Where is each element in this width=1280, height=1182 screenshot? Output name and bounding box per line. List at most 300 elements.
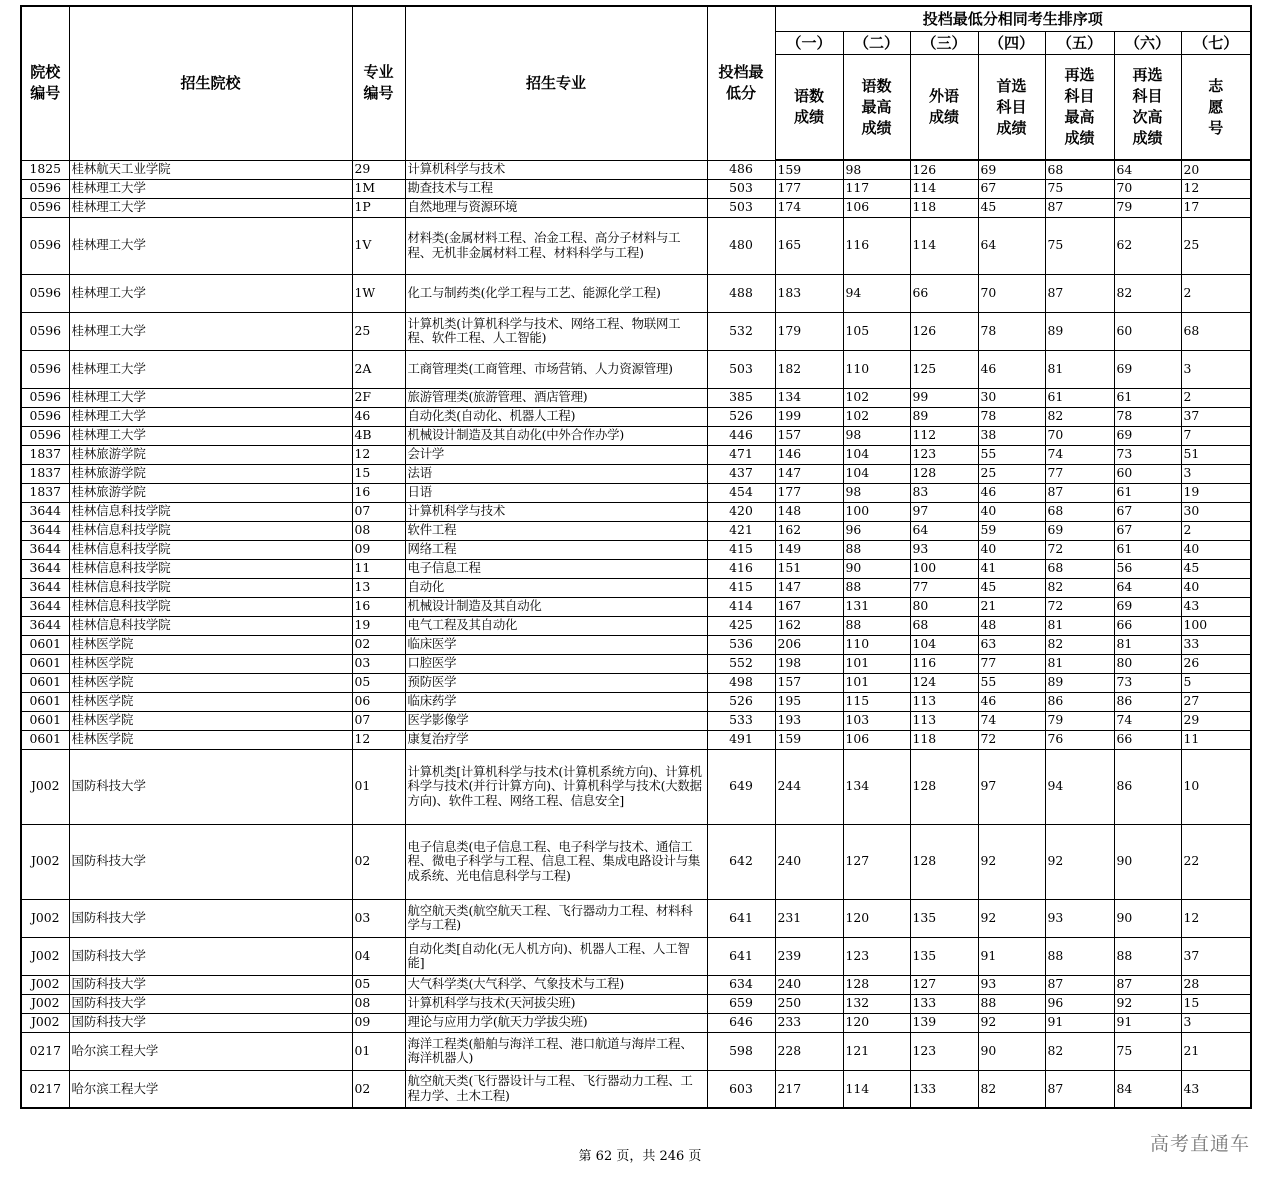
score-2: 134 [843, 749, 910, 824]
score-1: 195 [775, 692, 843, 711]
school-name: 桂林信息科技学院 [69, 502, 352, 521]
score-6: 61 [1114, 540, 1181, 559]
watermark-text: 高考直通车 [1149, 1133, 1250, 1155]
score-2: 110 [843, 635, 910, 654]
table-row [21, 994, 1251, 1013]
major-name: 计算机类[计算机科学与技术(计算机系统方向)、计算机科学与技术(并行计算方向)、计算机科学与技术(大数据方向)、软件工程、网络工程、信息安全] [405, 749, 707, 824]
min-score: 480 [707, 217, 775, 274]
major-name: 海洋工程类(船舶与海洋工程、港口航道与海岸工程、海洋机器人) [405, 1032, 707, 1070]
score-5: 93 [1045, 899, 1114, 937]
score-3: 113 [910, 711, 978, 730]
major-code: 02 [352, 824, 405, 899]
school-code: 3644 [21, 540, 69, 559]
score-1: 244 [775, 749, 843, 824]
page-footer: 第 62 页，共 246 页 [578, 1149, 702, 1164]
table-row [21, 673, 1251, 692]
min-score: 488 [707, 274, 775, 312]
score-3: 126 [910, 160, 978, 179]
score-4: 55 [978, 673, 1045, 692]
score-7: 3 [1181, 1013, 1251, 1032]
score-1: 174 [775, 198, 843, 217]
major-name: 计算机科学与技术 [405, 502, 707, 521]
score-4: 97 [978, 749, 1045, 824]
score-7: 12 [1181, 899, 1251, 937]
major-code: 11 [352, 559, 405, 578]
school-code: 0596 [21, 312, 69, 350]
score-4: 64 [978, 217, 1045, 274]
score-2: 98 [843, 426, 910, 445]
min-score: 491 [707, 730, 775, 749]
score-3: 118 [910, 730, 978, 749]
school-name: 国防科技大学 [69, 1013, 352, 1032]
score-6: 64 [1114, 578, 1181, 597]
table-header [21, 6, 1251, 160]
score-1: 182 [775, 350, 843, 388]
score-3: 83 [910, 483, 978, 502]
major-code: 06 [352, 692, 405, 711]
min-score: 526 [707, 692, 775, 711]
score-3: 127 [910, 975, 978, 994]
score-5: 81 [1045, 616, 1114, 635]
major-name: 电气工程及其自动化 [405, 616, 707, 635]
score-6: 92 [1114, 994, 1181, 1013]
school-code: 1837 [21, 483, 69, 502]
min-score: 421 [707, 521, 775, 540]
school-name: 国防科技大学 [69, 975, 352, 994]
score-3: 125 [910, 350, 978, 388]
major-code: 02 [352, 635, 405, 654]
score-5: 89 [1045, 673, 1114, 692]
score-1: 228 [775, 1032, 843, 1070]
score-1: 179 [775, 312, 843, 350]
score-5: 75 [1045, 217, 1114, 274]
major-name: 航空航天类(飞行器设计与工程、飞行器动力工程、工程力学、土木工程) [405, 1070, 707, 1108]
score-5: 87 [1045, 198, 1114, 217]
score-5: 68 [1045, 502, 1114, 521]
school-name: 桂林医学院 [69, 692, 352, 711]
score-1: 165 [775, 217, 843, 274]
score-1: 239 [775, 937, 843, 975]
score-2: 115 [843, 692, 910, 711]
score-1: 162 [775, 521, 843, 540]
score-1: 198 [775, 654, 843, 673]
score-3: 112 [910, 426, 978, 445]
major-code: 16 [352, 483, 405, 502]
school-name: 桂林航天工业学院 [69, 160, 352, 179]
major-code: 4B [352, 426, 405, 445]
score-2: 116 [843, 217, 910, 274]
score-2: 104 [843, 445, 910, 464]
school-code: J002 [21, 994, 69, 1013]
score-1: 193 [775, 711, 843, 730]
score-5: 82 [1045, 578, 1114, 597]
score-3: 133 [910, 1070, 978, 1108]
score-7: 22 [1181, 824, 1251, 899]
score-6: 67 [1114, 521, 1181, 540]
school-name: 桂林信息科技学院 [69, 578, 352, 597]
score-1: 162 [775, 616, 843, 635]
min-score: 503 [707, 350, 775, 388]
score-2: 90 [843, 559, 910, 578]
major-code: 02 [352, 1070, 405, 1108]
major-name: 预防医学 [405, 673, 707, 692]
major-code: 05 [352, 673, 405, 692]
score-4: 59 [978, 521, 1045, 540]
score-5: 75 [1045, 179, 1114, 198]
school-code: 1837 [21, 464, 69, 483]
school-code: 3644 [21, 502, 69, 521]
score-2: 101 [843, 654, 910, 673]
school-code: 0601 [21, 673, 69, 692]
table-row [21, 654, 1251, 673]
major-code: 29 [352, 160, 405, 179]
table-row [21, 445, 1251, 464]
min-score: 503 [707, 198, 775, 217]
score-3: 100 [910, 559, 978, 578]
score-5: 79 [1045, 711, 1114, 730]
score-3: 135 [910, 899, 978, 937]
score-7: 28 [1181, 975, 1251, 994]
score-1: 199 [775, 407, 843, 426]
score-5: 92 [1045, 824, 1114, 899]
score-7: 45 [1181, 559, 1251, 578]
table-row [21, 350, 1251, 388]
school-name: 桂林理工大学 [69, 179, 352, 198]
table-row [21, 730, 1251, 749]
min-score: 649 [707, 749, 775, 824]
score-1: 177 [775, 483, 843, 502]
score-5: 87 [1045, 975, 1114, 994]
min-score: 598 [707, 1032, 775, 1070]
score-1: 149 [775, 540, 843, 559]
major-code: 12 [352, 445, 405, 464]
score-3: 89 [910, 407, 978, 426]
header-sub-label: 再选科目最高成绩 [1045, 55, 1114, 161]
score-7: 2 [1181, 521, 1251, 540]
score-2: 94 [843, 274, 910, 312]
school-name: 桂林信息科技学院 [69, 616, 352, 635]
school-code: 0596 [21, 388, 69, 407]
score-7: 21 [1181, 1032, 1251, 1070]
table-row [21, 749, 1251, 824]
score-6: 66 [1114, 730, 1181, 749]
score-7: 40 [1181, 578, 1251, 597]
school-code: J002 [21, 899, 69, 937]
table-row [21, 578, 1251, 597]
score-7: 27 [1181, 692, 1251, 711]
score-2: 121 [843, 1032, 910, 1070]
table-row [21, 899, 1251, 937]
school-code: 0217 [21, 1032, 69, 1070]
major-code: 08 [352, 994, 405, 1013]
score-6: 80 [1114, 654, 1181, 673]
school-name: 桂林医学院 [69, 635, 352, 654]
score-2: 120 [843, 1013, 910, 1032]
table-row [21, 521, 1251, 540]
major-name: 口腔医学 [405, 654, 707, 673]
school-code: 0601 [21, 730, 69, 749]
score-4: 45 [978, 198, 1045, 217]
score-1: 183 [775, 274, 843, 312]
major-name: 计算机科学与技术 [405, 160, 707, 179]
score-2: 98 [843, 483, 910, 502]
score-3: 128 [910, 824, 978, 899]
min-score: 646 [707, 1013, 775, 1032]
score-7: 2 [1181, 274, 1251, 312]
score-3: 113 [910, 692, 978, 711]
score-5: 87 [1045, 274, 1114, 312]
score-5: 77 [1045, 464, 1114, 483]
school-code: 0596 [21, 426, 69, 445]
score-2: 105 [843, 312, 910, 350]
major-code: 03 [352, 654, 405, 673]
major-code: 25 [352, 312, 405, 350]
score-6: 78 [1114, 407, 1181, 426]
school-code: J002 [21, 1013, 69, 1032]
school-code: 0596 [21, 407, 69, 426]
school-code: 0601 [21, 711, 69, 730]
school-code: 3644 [21, 521, 69, 540]
major-code: 46 [352, 407, 405, 426]
score-6: 69 [1114, 426, 1181, 445]
score-6: 82 [1114, 274, 1181, 312]
score-7: 68 [1181, 312, 1251, 350]
score-1: 206 [775, 635, 843, 654]
score-2: 123 [843, 937, 910, 975]
score-5: 94 [1045, 749, 1114, 824]
school-name: 桂林理工大学 [69, 426, 352, 445]
header-sub-number: （四） [978, 32, 1045, 55]
score-4: 90 [978, 1032, 1045, 1070]
table-row [21, 540, 1251, 559]
min-score: 454 [707, 483, 775, 502]
score-6: 70 [1114, 179, 1181, 198]
score-4: 88 [978, 994, 1045, 1013]
major-code: 03 [352, 899, 405, 937]
score-2: 120 [843, 899, 910, 937]
header-tiebreak-group: 投档最低分相同考生排序项 [775, 6, 1251, 32]
score-2: 101 [843, 673, 910, 692]
table-row [21, 407, 1251, 426]
score-3: 104 [910, 635, 978, 654]
score-6: 69 [1114, 597, 1181, 616]
major-code: 19 [352, 616, 405, 635]
table-row [21, 464, 1251, 483]
table-row [21, 975, 1251, 994]
major-code: 05 [352, 975, 405, 994]
score-2: 88 [843, 616, 910, 635]
score-4: 41 [978, 559, 1045, 578]
header-sub-label: 志愿号 [1181, 55, 1251, 161]
score-3: 128 [910, 749, 978, 824]
major-name: 医学影像学 [405, 711, 707, 730]
score-7: 11 [1181, 730, 1251, 749]
score-2: 102 [843, 388, 910, 407]
score-6: 88 [1114, 937, 1181, 975]
score-6: 61 [1114, 388, 1181, 407]
score-4: 77 [978, 654, 1045, 673]
table-row [21, 597, 1251, 616]
school-name: 国防科技大学 [69, 937, 352, 975]
score-6: 67 [1114, 502, 1181, 521]
header-sub-label: 再选科目次高成绩 [1114, 55, 1181, 161]
score-3: 135 [910, 937, 978, 975]
score-4: 40 [978, 540, 1045, 559]
major-name: 化工与制药类(化学工程与工艺、能源化学工程) [405, 274, 707, 312]
school-code: 1825 [21, 160, 69, 179]
score-2: 117 [843, 179, 910, 198]
score-1: 167 [775, 597, 843, 616]
score-7: 33 [1181, 635, 1251, 654]
score-6: 75 [1114, 1032, 1181, 1070]
score-7: 2 [1181, 388, 1251, 407]
school-code: J002 [21, 749, 69, 824]
major-name: 机械设计制造及其自动化(中外合作办学) [405, 426, 707, 445]
min-score: 536 [707, 635, 775, 654]
major-code: 09 [352, 1013, 405, 1032]
min-score: 415 [707, 578, 775, 597]
major-code: 1P [352, 198, 405, 217]
score-4: 70 [978, 274, 1045, 312]
score-1: 134 [775, 388, 843, 407]
school-name: 桂林理工大学 [69, 350, 352, 388]
school-name: 桂林医学院 [69, 711, 352, 730]
min-score: 498 [707, 673, 775, 692]
score-4: 45 [978, 578, 1045, 597]
score-1: 240 [775, 975, 843, 994]
score-4: 55 [978, 445, 1045, 464]
major-code: 09 [352, 540, 405, 559]
header-major: 招生专业 [405, 6, 707, 160]
score-7: 19 [1181, 483, 1251, 502]
school-name: 桂林理工大学 [69, 388, 352, 407]
school-code: 1837 [21, 445, 69, 464]
score-4: 72 [978, 730, 1045, 749]
table-body [21, 160, 1251, 1108]
table-row [21, 635, 1251, 654]
min-score: 641 [707, 937, 775, 975]
school-name: 桂林旅游学院 [69, 464, 352, 483]
min-score: 641 [707, 899, 775, 937]
score-4: 40 [978, 502, 1045, 521]
table-row [21, 388, 1251, 407]
major-name: 电子信息工程 [405, 559, 707, 578]
major-name: 自动化 [405, 578, 707, 597]
score-7: 30 [1181, 502, 1251, 521]
header-sub-label: 语数最高成绩 [843, 55, 910, 161]
major-code: 01 [352, 749, 405, 824]
major-code: 01 [352, 1032, 405, 1070]
score-6: 73 [1114, 673, 1181, 692]
min-score: 420 [707, 502, 775, 521]
score-3: 126 [910, 312, 978, 350]
score-1: 240 [775, 824, 843, 899]
header-school: 招生院校 [69, 6, 352, 160]
table-row [21, 692, 1251, 711]
school-code: 3644 [21, 578, 69, 597]
min-score: 446 [707, 426, 775, 445]
score-6: 64 [1114, 160, 1181, 179]
score-2: 106 [843, 730, 910, 749]
school-code: 0596 [21, 198, 69, 217]
score-3: 118 [910, 198, 978, 217]
min-score: 486 [707, 160, 775, 179]
table-row [21, 502, 1251, 521]
min-score: 526 [707, 407, 775, 426]
header-sub-label: 外语成绩 [910, 55, 978, 161]
table-row [21, 160, 1251, 179]
major-name: 临床医学 [405, 635, 707, 654]
school-name: 桂林理工大学 [69, 217, 352, 274]
school-code: J002 [21, 975, 69, 994]
score-3: 80 [910, 597, 978, 616]
min-score: 659 [707, 994, 775, 1013]
score-2: 132 [843, 994, 910, 1013]
school-code: 0601 [21, 635, 69, 654]
score-3: 77 [910, 578, 978, 597]
major-code: 08 [352, 521, 405, 540]
major-name: 软件工程 [405, 521, 707, 540]
school-code: 0601 [21, 654, 69, 673]
score-4: 46 [978, 483, 1045, 502]
major-name: 网络工程 [405, 540, 707, 559]
score-6: 86 [1114, 692, 1181, 711]
score-1: 157 [775, 426, 843, 445]
score-4: 69 [978, 160, 1045, 179]
min-score: 385 [707, 388, 775, 407]
school-name: 哈尔滨工程大学 [69, 1070, 352, 1108]
major-name: 康复治疗学 [405, 730, 707, 749]
table-row [21, 616, 1251, 635]
school-name: 桂林信息科技学院 [69, 559, 352, 578]
major-code: 15 [352, 464, 405, 483]
score-4: 92 [978, 824, 1045, 899]
score-7: 51 [1181, 445, 1251, 464]
score-4: 46 [978, 692, 1045, 711]
score-5: 74 [1045, 445, 1114, 464]
score-7: 5 [1181, 673, 1251, 692]
score-3: 114 [910, 179, 978, 198]
major-code: 16 [352, 597, 405, 616]
score-2: 128 [843, 975, 910, 994]
score-5: 89 [1045, 312, 1114, 350]
score-6: 60 [1114, 464, 1181, 483]
table-row [21, 1013, 1251, 1032]
school-code: 0596 [21, 217, 69, 274]
header-sub-number: （一） [775, 32, 843, 55]
major-name: 电子信息类(电子信息工程、电子科学与技术、通信工程、微电子科学与工程、信息工程、集成电路设计与集成系统、光电信息科学与工程) [405, 824, 707, 899]
major-name: 自动化类(自动化、机器人工程) [405, 407, 707, 426]
score-5: 86 [1045, 692, 1114, 711]
score-4: 67 [978, 179, 1045, 198]
score-5: 69 [1045, 521, 1114, 540]
min-score: 437 [707, 464, 775, 483]
header-sub-number: （二） [843, 32, 910, 55]
score-3: 133 [910, 994, 978, 1013]
score-5: 81 [1045, 350, 1114, 388]
school-code: 3644 [21, 559, 69, 578]
score-6: 56 [1114, 559, 1181, 578]
score-1: 250 [775, 994, 843, 1013]
table-row [21, 1070, 1251, 1108]
score-5: 61 [1045, 388, 1114, 407]
major-name: 航空航天类(航空航天工程、飞行器动力工程、材料科学与工程) [405, 899, 707, 937]
score-6: 87 [1114, 975, 1181, 994]
min-score: 603 [707, 1070, 775, 1108]
major-name: 会计学 [405, 445, 707, 464]
score-6: 69 [1114, 350, 1181, 388]
score-1: 147 [775, 464, 843, 483]
